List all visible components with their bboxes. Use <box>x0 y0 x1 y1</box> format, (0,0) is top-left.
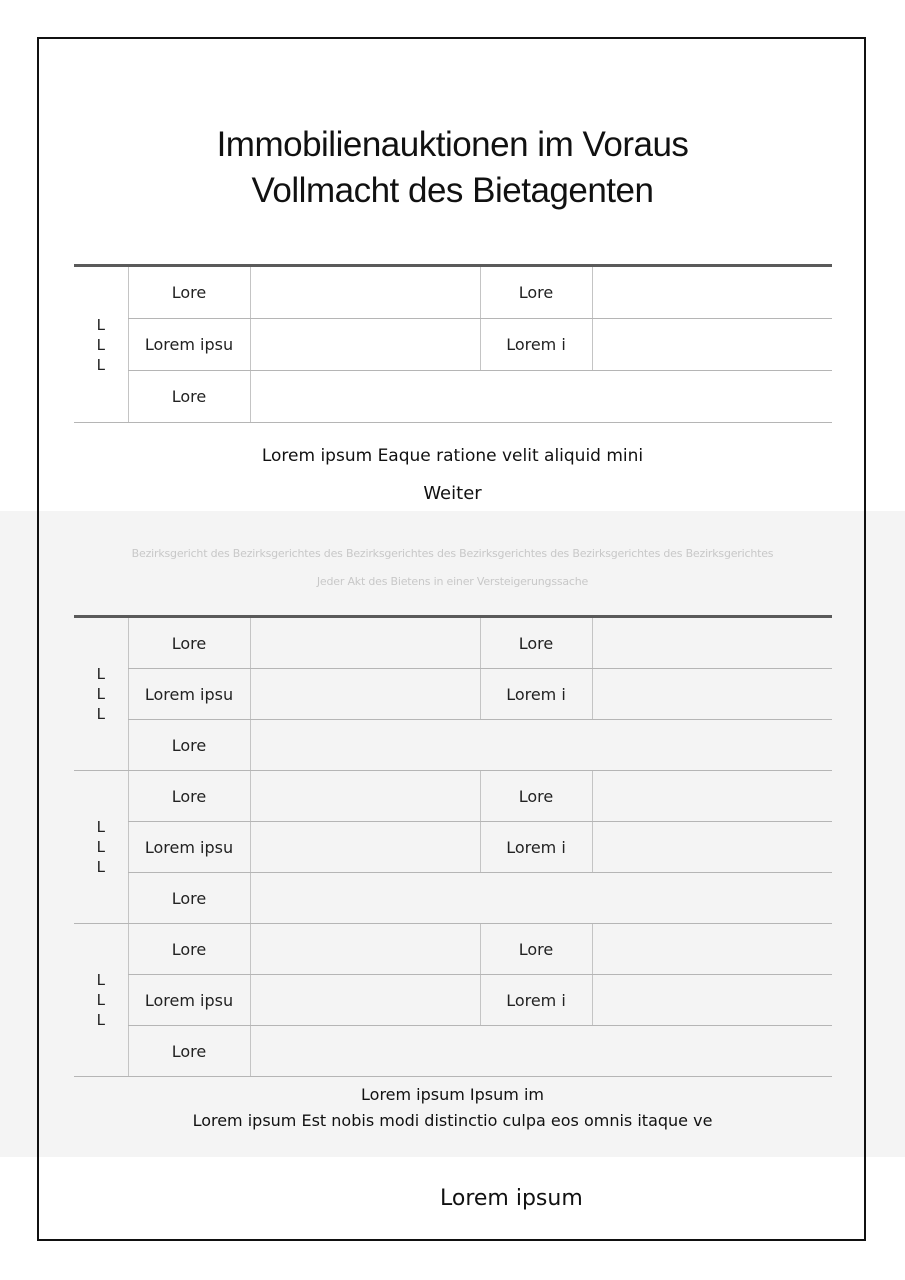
side-label: L L L <box>74 266 128 423</box>
label-cell: Lore <box>128 771 250 822</box>
label-cell: Lorem ipsu <box>128 822 250 873</box>
continue-text: Weiter <box>423 483 482 504</box>
faint-court-line: Bezirksgericht des Bezirksgerichtes des Bezirksgerichtes des Bezirksgerichtes des Bezirksgerichtes des Bezirksgerichtes <box>131 547 774 560</box>
label-cell: Lore <box>128 720 250 771</box>
label-cell: Lorem ipsu <box>128 975 250 1026</box>
label-cell: Lore <box>480 617 592 669</box>
label-cell: Lore <box>128 873 250 924</box>
label-cell: Lore <box>480 924 592 975</box>
input-cell-wide[interactable] <box>250 873 832 924</box>
input-cell-wide[interactable] <box>250 720 832 771</box>
input-cell-wide[interactable] <box>250 1026 832 1077</box>
input-cell[interactable] <box>250 975 480 1026</box>
input-cell[interactable] <box>592 771 832 822</box>
label-cell: Lorem i <box>480 975 592 1026</box>
label-cell: Lore <box>128 266 250 319</box>
label-cell: Lorem ipsu <box>128 669 250 720</box>
input-cell[interactable] <box>592 266 832 319</box>
side-label: L L L <box>74 771 128 924</box>
side-label: L L L <box>74 617 128 771</box>
label-cell: Lore <box>128 371 250 423</box>
label-cell: Lore <box>480 266 592 319</box>
label-cell: Lorem i <box>480 669 592 720</box>
bidder-info-table <box>74 264 832 423</box>
label-cell: Lorem i <box>480 319 592 371</box>
input-cell[interactable] <box>592 822 832 873</box>
input-cell[interactable] <box>592 319 832 371</box>
faint-bidding-line: Jeder Akt des Bietens in einer Versteigerungssache <box>316 575 589 588</box>
input-cell[interactable] <box>592 669 832 720</box>
input-cell[interactable] <box>250 617 480 669</box>
side-label: L L L <box>74 924 128 1077</box>
footer-line-2: Lorem ipsum Est nobis modi distinctio culpa eos omnis itaque ve <box>192 1111 713 1130</box>
label-cell: Lorem ipsu <box>128 319 250 371</box>
title-line-1: Immobilienauktionen im Voraus <box>216 125 689 164</box>
label-cell: Lore <box>480 771 592 822</box>
agents-table <box>74 615 832 1077</box>
input-cell[interactable] <box>250 924 480 975</box>
input-cell[interactable] <box>592 617 832 669</box>
signature-name: Lorem ipsum <box>440 1186 583 1211</box>
label-cell: Lorem i <box>480 822 592 873</box>
input-cell[interactable] <box>592 924 832 975</box>
middle-caption: Lorem ipsum Eaque ratione velit aliquid mini <box>261 446 644 466</box>
input-cell[interactable] <box>250 822 480 873</box>
input-cell[interactable] <box>250 319 480 371</box>
label-cell: Lore <box>128 1026 250 1077</box>
title-line-2: Vollmacht des Bietagenten <box>251 171 654 210</box>
input-cell-wide[interactable] <box>250 371 832 423</box>
label-cell: Lore <box>128 924 250 975</box>
input-cell[interactable] <box>592 975 832 1026</box>
input-cell[interactable] <box>250 266 480 319</box>
input-cell[interactable] <box>250 771 480 822</box>
input-cell[interactable] <box>250 669 480 720</box>
footer-line-1: Lorem ipsum Ipsum im <box>361 1085 544 1104</box>
label-cell: Lore <box>128 617 250 669</box>
